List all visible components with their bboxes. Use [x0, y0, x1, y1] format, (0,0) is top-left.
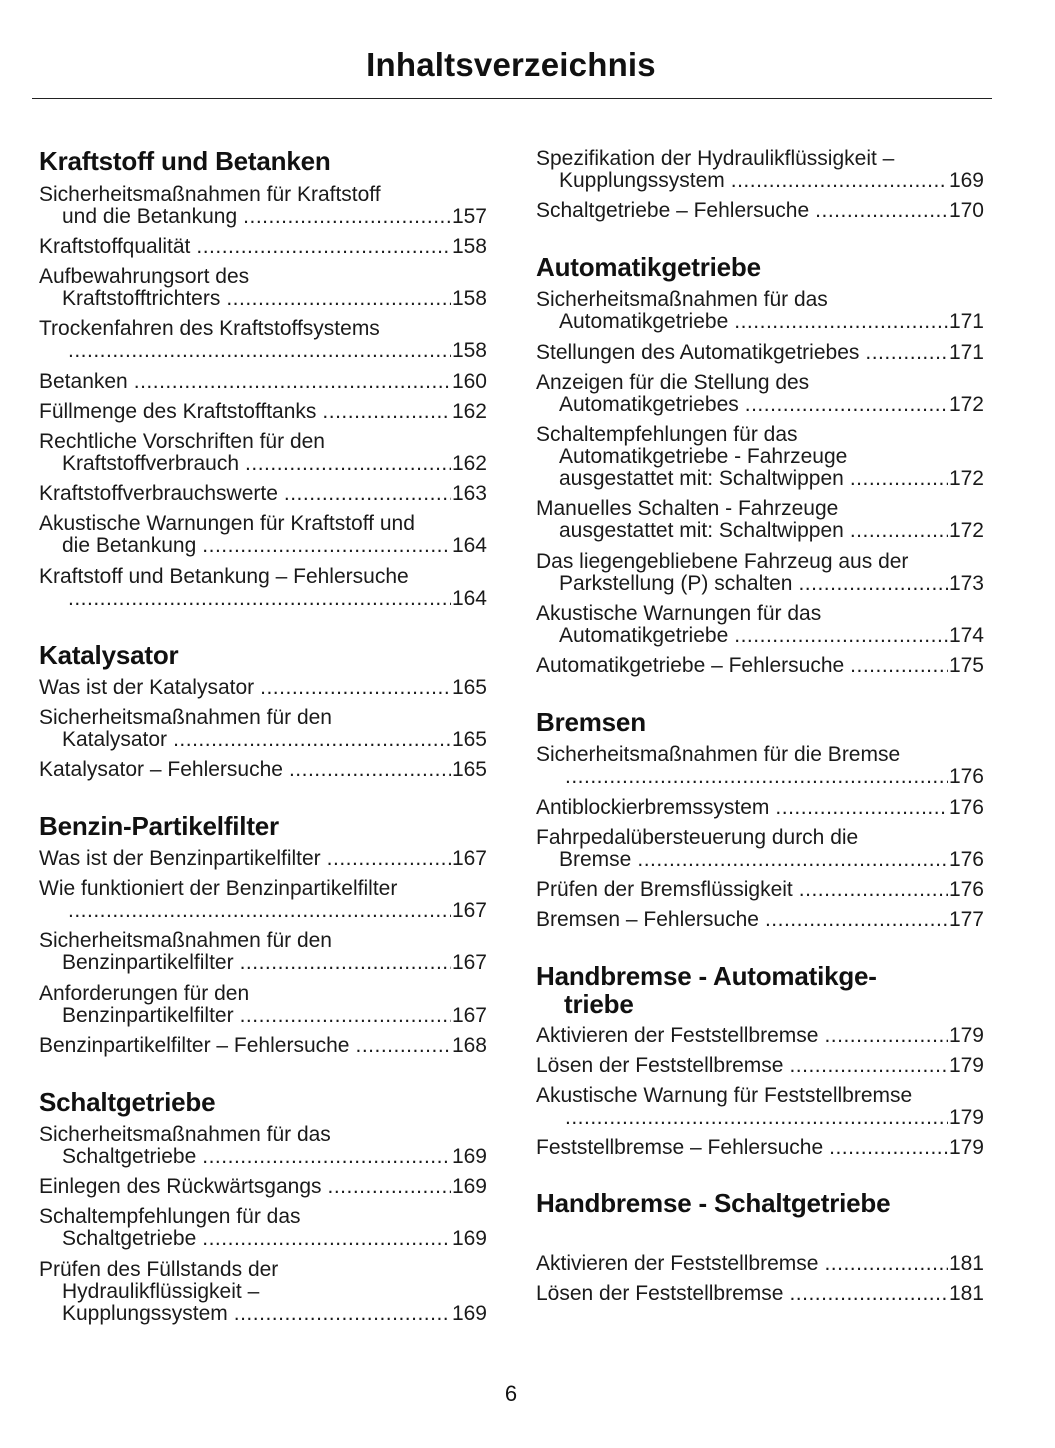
entry-title-line: Aufbewahrungsort des [39, 265, 250, 288]
entry-title-line: Aktivieren der Feststellbremse [536, 1024, 819, 1047]
toc-entry[interactable] [39, 401, 487, 423]
entry-page-number: 172 [948, 467, 984, 490]
entry-title-line: Sicherheitsmaßnahmen für das [536, 288, 828, 311]
entry-page-number: 160 [451, 370, 487, 393]
entry-page-number: 173 [948, 572, 984, 595]
entry-title-line: Sicherheitsmaßnahmen für Kraftstoff [39, 183, 381, 206]
section-heading: Handbremse - Schaltgetriebe [536, 1188, 891, 1218]
entry-page-number: 170 [948, 199, 984, 222]
entry-title-line: Akustische Warnungen für das [536, 602, 822, 625]
entry-title-line: Sicherheitsmaßnahmen für das [39, 1123, 331, 1146]
entry-title-line: Sicherheitsmaßnahmen für den [39, 706, 332, 729]
toc-entry[interactable] [536, 551, 984, 595]
toc-entry[interactable] [39, 1176, 487, 1198]
entry-title-line: Spezifikation der Hydraulikflüssigkeit – [536, 147, 895, 170]
toc-entry[interactable] [536, 879, 984, 901]
entry-title-line: Akustische Warnung für Feststellbremse [536, 1084, 913, 1107]
toc-entry[interactable] [536, 498, 984, 542]
entry-page-number: 169 [451, 1227, 487, 1250]
entry-page-number: 174 [948, 624, 984, 647]
entry-page-number: 176 [948, 765, 984, 788]
toc-entry[interactable] [536, 289, 984, 333]
entry-title-line: Anforderungen für den [39, 982, 250, 1005]
entry-title-line: Kraftstoffverbrauch [62, 452, 240, 475]
entry-page-number: 167 [451, 951, 487, 974]
toc-entry[interactable] [39, 930, 487, 974]
entry-title-line: Kupplungssystem [559, 169, 725, 192]
entry-title-line: Benzinpartikelfilter [62, 951, 234, 974]
entry-title-line: Benzinpartikelfilter – Fehlersuche [39, 1034, 350, 1057]
entry-page-number: 163 [451, 482, 487, 505]
section-heading: Katalysator [39, 640, 179, 670]
toc-entry[interactable] [536, 424, 984, 490]
entry-page-number: 162 [451, 452, 487, 475]
section-heading: Kraftstoff und Betanken [39, 146, 331, 176]
entry-title-line: Kraftstofftrichters [62, 287, 221, 310]
entry-title-line: Kraftstoffqualität [39, 235, 191, 258]
section-heading [536, 962, 986, 1018]
toc-entry[interactable] [39, 848, 487, 870]
entry-page-number: 164 [451, 534, 487, 557]
entry-page-number: 157 [451, 205, 487, 228]
entry-page-number: 158 [451, 339, 487, 362]
entry-title-line: Prüfen des Füllstands der [39, 1258, 279, 1281]
toc-entry[interactable] [536, 603, 984, 647]
toc-entry[interactable] [536, 1137, 984, 1159]
entry-title-line: Einlegen des Rückwärtsgangs [39, 1175, 322, 1198]
toc-entry[interactable] [39, 431, 487, 475]
entry-title-line: Schaltgetriebe [62, 1145, 197, 1168]
entry-page-number: 168 [451, 1034, 487, 1057]
toc-entry[interactable] [536, 1025, 984, 1047]
entry-page-number: 164 [451, 587, 487, 610]
entry-page-number: 176 [948, 848, 984, 871]
entry-title-line: Katalysator [62, 728, 168, 751]
entry-title-line: Sicherheitsmaßnahmen für die Bremse [536, 743, 901, 766]
entry-page-number: 165 [451, 676, 487, 699]
page-number: 6 [504, 1381, 518, 1406]
entry-title-line: Sicherheitsmaßnahmen für den [39, 929, 332, 952]
toc-entry[interactable] [39, 677, 487, 699]
page-title: Inhaltsverzeichnis [366, 46, 656, 83]
entry-title-line: Antiblockierbremssystem [536, 796, 770, 819]
toc-entry[interactable] [39, 1035, 487, 1057]
entry-title-line: Feststellbremse – Fehlersuche [536, 1136, 824, 1159]
entry-title-line: Schaltgetriebe – Fehlersuche [536, 199, 810, 222]
toc-entry[interactable] [39, 878, 487, 922]
entry-title-line: Kraftstoffverbrauchswerte [39, 482, 278, 505]
entry-page-number: 175 [948, 654, 984, 677]
entry-title-line: Prüfen der Bremsflüssigkeit [536, 878, 793, 901]
entry-title-line: Hydraulikflüssigkeit – [62, 1280, 260, 1303]
section-heading: Schaltgetriebe [39, 1087, 216, 1117]
toc-entry[interactable] [39, 513, 487, 557]
entry-page-number: 158 [451, 235, 487, 258]
section-heading-line: Handbremse - Automatikge- [536, 961, 877, 991]
entry-title-line: Automatikgetriebe [559, 624, 729, 647]
entry-title-line: Stellungen des Automatikgetriebes [536, 341, 860, 364]
entry-title-line: Bremse [559, 848, 632, 871]
entry-page-number: 167 [451, 847, 487, 870]
toc-entry[interactable] [39, 1259, 487, 1325]
entry-page-number: 172 [948, 393, 984, 416]
entry-page-number: 181 [948, 1252, 984, 1275]
entry-title-line: Bremsen – Fehlersuche [536, 908, 759, 931]
toc-entry[interactable] [536, 909, 984, 931]
toc-entry[interactable] [536, 1085, 984, 1129]
entry-title-line: Wie funktioniert der Benzinpartikelfilter [39, 877, 398, 900]
entry-title-line: Parkstellung (P) schalten [559, 572, 793, 595]
entry-page-number: 177 [948, 908, 984, 931]
toc-entry[interactable] [536, 200, 984, 222]
entry-title-line: ausgestattet mit: Schaltwippen [559, 519, 844, 542]
entry-title-line: Trockenfahren des Kraftstoffsystems [39, 317, 380, 340]
entry-page-number: 169 [451, 1175, 487, 1198]
toc-entry[interactable] [39, 1124, 487, 1168]
entry-page-number: 165 [451, 758, 487, 781]
entry-title-line: Anzeigen für die Stellung des [536, 371, 810, 394]
entry-page-number: 171 [948, 341, 984, 364]
entry-page-number: 169 [451, 1145, 487, 1168]
section-heading: Bremsen [536, 707, 646, 737]
toc-entry[interactable] [536, 342, 984, 364]
entry-title-line: Fahrpedalübersteuerung durch die [536, 826, 859, 849]
entry-title-line: Lösen der Feststellbremse [536, 1054, 784, 1077]
entry-page-number: 162 [451, 400, 487, 423]
toc-entry[interactable] [39, 318, 487, 362]
entry-title-line: Kupplungssystem [62, 1302, 228, 1325]
entry-page-number: 169 [451, 1302, 487, 1325]
entry-title-line: Automatikgetriebe – Fehlersuche [536, 654, 845, 677]
entry-page-number: 169 [948, 169, 984, 192]
entry-page-number: 158 [451, 287, 487, 310]
entry-title-line: Automatikgetriebe - Fahrzeuge [559, 445, 848, 468]
entry-title-line: Akustische Warnungen für Kraftstoff und [39, 512, 415, 535]
entry-title-line: Katalysator – Fehlersuche [39, 758, 283, 781]
entry-title-line: Rechtliche Vorschriften für den [39, 430, 325, 453]
entry-title-line: Kraftstoff und Betankung – Fehlersuche [39, 565, 409, 588]
entry-title-line: und die Betankung [62, 205, 238, 228]
toc-entry[interactable] [39, 483, 487, 505]
entry-page-number: 179 [948, 1054, 984, 1077]
section-heading: Automatikgetriebe [536, 252, 761, 282]
entry-page-number: 176 [948, 796, 984, 819]
entry-title-line: Automatikgetriebes [559, 393, 739, 416]
entry-page-number: 176 [948, 878, 984, 901]
entry-title-line: Was ist der Benzinpartikelfilter [39, 847, 321, 870]
entry-title-line: Benzinpartikelfilter [62, 1004, 234, 1027]
toc-entry[interactable] [536, 655, 984, 677]
entry-page-number: 172 [948, 519, 984, 542]
toc-entry[interactable] [536, 827, 984, 871]
toc-entry[interactable] [39, 184, 487, 228]
entry-page-number: 171 [948, 310, 984, 333]
entry-title-line: ausgestattet mit: Schaltwippen [559, 467, 844, 490]
entry-title-line: die Betankung [62, 534, 197, 557]
entry-title-line: Betanken [39, 370, 128, 393]
entry-title-line: Schaltempfehlungen für das [536, 423, 798, 446]
entry-title-line: Füllmenge des Kraftstofftanks [39, 400, 317, 423]
toc-entry[interactable] [39, 707, 487, 751]
entry-title-line: Aktivieren der Feststellbremse [536, 1252, 819, 1275]
entry-title-line: Was ist der Katalysator [39, 676, 255, 699]
entry-title-line: Das liegengebliebene Fahrzeug aus der [536, 550, 909, 573]
section-heading-line: triebe [564, 989, 634, 1019]
toc-entry[interactable] [536, 797, 984, 819]
toc-entry[interactable] [39, 1206, 487, 1250]
toc-entry[interactable] [536, 1283, 984, 1305]
entry-title-line: Schaltgetriebe [62, 1227, 197, 1250]
toc-entry[interactable] [39, 266, 487, 310]
toc-entry[interactable] [536, 1253, 984, 1275]
entry-title-line: Automatikgetriebe [559, 310, 729, 333]
entry-title-line: Lösen der Feststellbremse [536, 1282, 784, 1305]
section-heading: Benzin-Partikelfilter [39, 811, 279, 841]
toc-entry[interactable] [39, 983, 487, 1027]
toc-entry[interactable] [536, 372, 984, 416]
entry-page-number: 179 [948, 1024, 984, 1047]
entry-page-number: 165 [451, 728, 487, 751]
entry-page-number: 181 [948, 1282, 984, 1305]
toc-entry[interactable] [39, 759, 487, 781]
toc-entry[interactable] [536, 744, 984, 788]
entry-title-line: Manuelles Schalten - Fahrzeuge [536, 497, 839, 520]
entry-page-number: 179 [948, 1136, 984, 1159]
entry-page-number: 167 [451, 1004, 487, 1027]
entry-title-line: Schaltempfehlungen für das [39, 1205, 301, 1228]
entry-page-number: 179 [948, 1106, 984, 1129]
entry-page-number: 167 [451, 899, 487, 922]
toc-entry[interactable] [536, 148, 984, 192]
toc-entry[interactable] [39, 566, 487, 610]
toc-entry[interactable] [39, 371, 487, 393]
title-divider [32, 98, 992, 99]
toc-entry[interactable] [39, 236, 487, 258]
toc-entry[interactable] [536, 1055, 984, 1077]
